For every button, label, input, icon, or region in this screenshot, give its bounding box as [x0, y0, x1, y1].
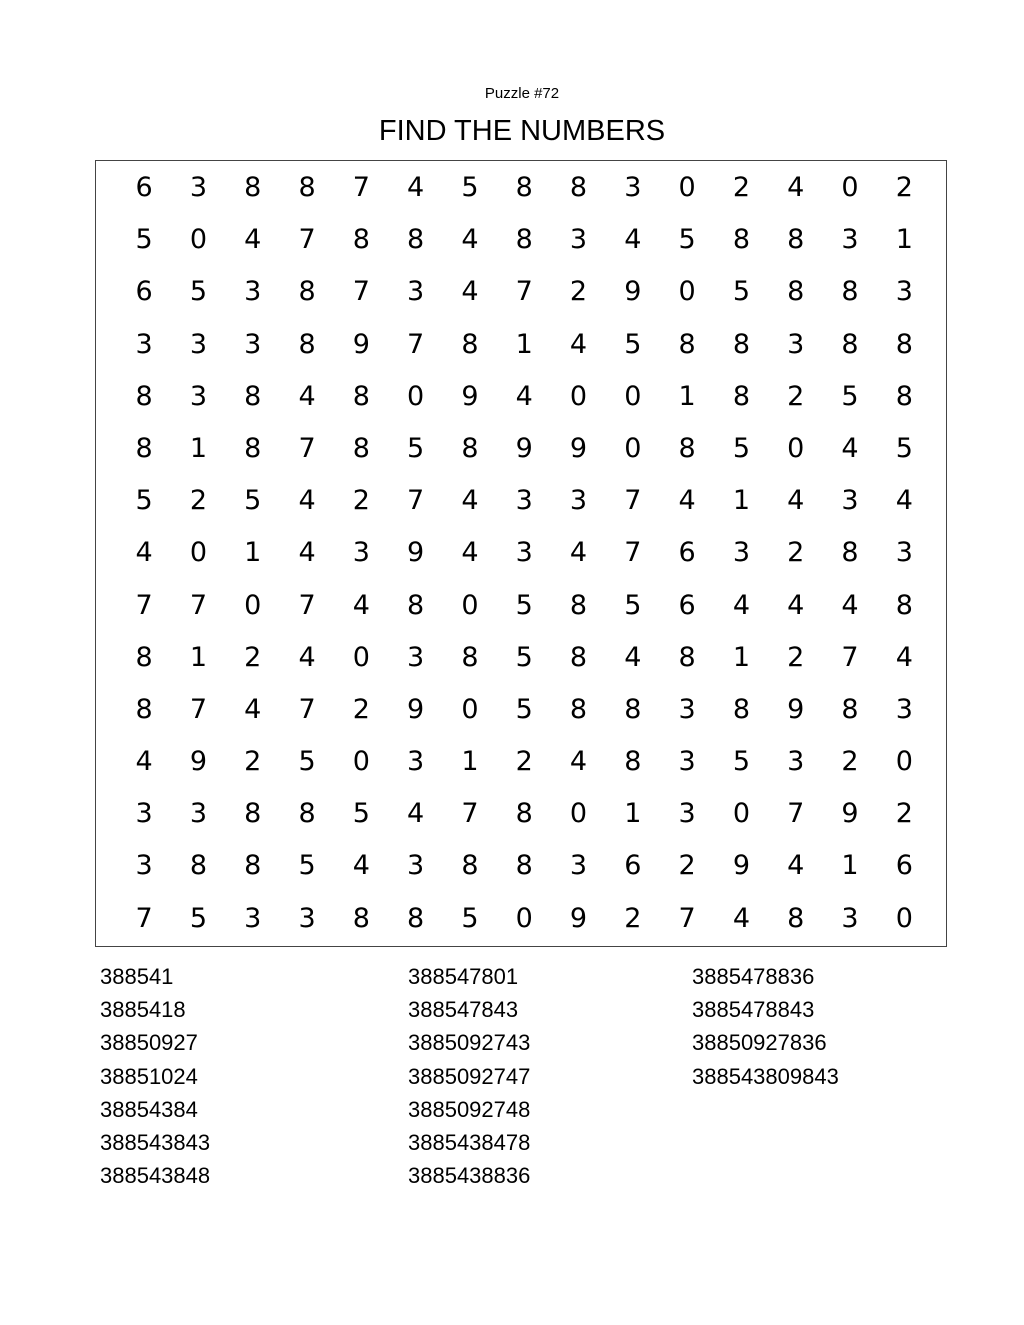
grid-cell: 7 — [298, 432, 316, 464]
grid-cell: 9 — [407, 537, 425, 569]
grid-cell: 8 — [135, 693, 153, 725]
grid-cell: 8 — [515, 172, 533, 203]
grid-cell: 5 — [298, 850, 316, 882]
grid-cell: 5 — [624, 589, 642, 621]
grid-cell: 9 — [732, 850, 750, 882]
grid-cell: 4 — [787, 485, 805, 517]
grid-cell: 3 — [515, 537, 533, 569]
grid-cell: 8 — [841, 328, 859, 360]
grid-cell: 4 — [244, 224, 262, 256]
grid-cell: 0 — [515, 902, 533, 934]
grid-cell: 2 — [895, 798, 913, 830]
grid-cell: 5 — [624, 328, 642, 360]
grid-cell: 3 — [732, 537, 750, 569]
grid-cell: 6 — [624, 850, 642, 882]
grid-cell: 4 — [895, 641, 913, 673]
grid-cell: 5 — [244, 485, 262, 517]
grid-cell: 2 — [678, 850, 696, 882]
grid-cell: 8 — [244, 798, 262, 830]
page-title: FIND THE NUMBERS — [378, 115, 666, 147]
grid-cell: 3 — [244, 902, 262, 934]
grid-cell: 4 — [244, 693, 262, 725]
word-list-item: 388547801 — [408, 964, 519, 989]
grid-cell: 1 — [624, 798, 642, 830]
grid-cell: 8 — [732, 224, 750, 256]
grid-cell: 4 — [569, 328, 588, 360]
word-list-item: 388543848 — [100, 1163, 211, 1189]
grid-cell: 8 — [352, 224, 370, 256]
grid-cell: 5 — [189, 902, 208, 934]
grid-cell: 8 — [244, 850, 262, 882]
grid-cell: 8 — [298, 276, 316, 308]
grid-cell: 8 — [352, 380, 370, 412]
grid-cell: 2 — [352, 485, 370, 517]
grid-cell: 5 — [461, 902, 479, 934]
grid-cell: 3 — [895, 537, 913, 569]
grid-cell: 7 — [352, 276, 370, 308]
grid-cell: 4 — [298, 485, 316, 517]
grid-cell: 3 — [895, 276, 913, 308]
grid-cell: 0 — [787, 432, 805, 464]
grid-cell: 2 — [515, 746, 533, 778]
grid-cell: 4 — [841, 589, 859, 621]
grid-cell: 0 — [352, 746, 370, 778]
grid-cell: 0 — [244, 589, 262, 621]
grid-cell: 5 — [135, 485, 153, 517]
grid-cell: 2 — [895, 172, 913, 203]
grid-cell: 4 — [135, 746, 153, 778]
grid-cell: 8 — [732, 328, 750, 360]
grid-cell: 4 — [895, 485, 913, 517]
grid-cell: 8 — [624, 746, 642, 778]
grid-cell: 7 — [461, 798, 479, 830]
grid-cell: 2 — [624, 902, 642, 934]
grid-cell: 0 — [569, 798, 588, 830]
grid-cell: 1 — [461, 746, 479, 778]
word-list-item: 388541 — [100, 964, 174, 989]
grid-cell: 0 — [189, 224, 208, 256]
grid-cell: 3 — [352, 537, 370, 569]
grid-cell: 4 — [298, 380, 316, 412]
grid-cell: 2 — [732, 172, 750, 203]
grid-cell: 6 — [135, 172, 153, 203]
word-list-item: 3885092743 — [408, 1030, 531, 1056]
grid-cell: 8 — [352, 902, 370, 934]
grid-cell: 8 — [298, 328, 316, 360]
grid-cell: 7 — [189, 693, 208, 725]
word-list-item: 38850927836 — [692, 1030, 827, 1056]
grid-cell: 5 — [135, 224, 153, 256]
grid-cell: 7 — [787, 798, 805, 830]
grid-cell: 1 — [895, 224, 913, 256]
grid-cell: 1 — [515, 328, 533, 360]
grid-cell: 4 — [461, 224, 479, 256]
grid-cell: 8 — [678, 641, 696, 673]
grid-cell: 5 — [732, 276, 750, 308]
grid-cell: 3 — [624, 172, 642, 203]
grid-cell: 9 — [841, 798, 859, 830]
grid-cell: 4 — [787, 172, 805, 203]
word-list-column-3 — [692, 960, 839, 1093]
grid-cell: 0 — [624, 432, 642, 464]
grid-cell: 4 — [298, 641, 316, 673]
grid-cell: 0 — [841, 172, 859, 203]
grid-cell: 4 — [569, 537, 588, 569]
grid-cell: 8 — [841, 537, 859, 569]
grid-cell: 4 — [352, 850, 370, 882]
grid-cell: 8 — [407, 224, 425, 256]
word-list-item: 3885438836 — [408, 1163, 531, 1189]
grid-cell: 8 — [732, 380, 750, 412]
word-list-item: 388543809843 — [692, 1063, 839, 1089]
grid-cell: 8 — [244, 432, 262, 464]
number-search-grid — [117, 162, 931, 945]
grid-cell: 8 — [841, 693, 859, 725]
grid-cell: 8 — [135, 380, 153, 412]
word-list-item: 3885092748 — [408, 1096, 531, 1122]
grid-cell: 8 — [135, 641, 153, 673]
grid-cell: 4 — [135, 537, 153, 569]
grid-cell: 8 — [787, 902, 805, 934]
grid-cell: 2 — [244, 746, 262, 778]
grid-cell: 9 — [461, 380, 479, 412]
grid-cell: 9 — [515, 432, 533, 464]
grid-cell: 6 — [678, 589, 696, 621]
grid-cell: 8 — [461, 850, 479, 882]
grid-cell: 3 — [569, 850, 588, 882]
grid-cell: 8 — [515, 850, 533, 882]
grid-cell: 7 — [298, 224, 316, 256]
grid-cell: 3 — [244, 276, 262, 308]
grid-cell: 5 — [298, 746, 316, 778]
grid-cell: 1 — [678, 380, 696, 412]
grid-cell: 3 — [189, 380, 208, 412]
grid-cell: 1 — [841, 850, 859, 882]
grid-cell: 7 — [407, 328, 425, 360]
grid-cell: 4 — [569, 746, 588, 778]
grid-cell: 3 — [298, 902, 316, 934]
grid-cell: 4 — [787, 589, 805, 621]
grid-cell: 7 — [624, 485, 642, 517]
grid-cell: 7 — [624, 537, 642, 569]
grid-cell: 4 — [461, 276, 479, 308]
grid-cell: 3 — [515, 485, 533, 517]
word-list-item: 3885418 — [100, 997, 186, 1023]
grid-cell: 1 — [732, 641, 750, 673]
grid-cell: 8 — [569, 641, 588, 673]
grid-cell: 4 — [841, 432, 859, 464]
grid-cell: 0 — [678, 172, 696, 203]
grid-cell: 0 — [732, 798, 750, 830]
grid-cell: 8 — [787, 224, 805, 256]
grid-cell: 3 — [189, 172, 208, 203]
grid-cell: 9 — [352, 328, 370, 360]
grid-cell: 7 — [135, 902, 153, 934]
grid-cell: 1 — [732, 485, 750, 517]
grid-cell: 7 — [407, 485, 425, 517]
grid-cell: 5 — [461, 172, 479, 203]
grid-cell: 4 — [298, 537, 316, 569]
word-list-item: 38854384 — [100, 1096, 198, 1122]
grid-cell: 8 — [841, 276, 859, 308]
grid-cell: 0 — [189, 537, 208, 569]
grid-cell: 2 — [841, 746, 859, 778]
grid-cell: 0 — [407, 380, 425, 412]
grid-cell: 3 — [841, 485, 859, 517]
grid-cell: 4 — [407, 798, 425, 830]
grid-cell: 3 — [678, 746, 696, 778]
grid-cell: 7 — [678, 902, 696, 934]
grid-cell: 4 — [624, 224, 642, 256]
grid-cell: 0 — [569, 380, 588, 412]
grid-cell: 3 — [787, 746, 805, 778]
grid-cell: 5 — [732, 432, 750, 464]
grid-cell: 7 — [298, 693, 316, 725]
grid-cell: 8 — [569, 589, 588, 621]
grid-cell: 6 — [135, 276, 153, 308]
grid-cell: 3 — [841, 224, 859, 256]
word-list-item: 3885092747 — [408, 1063, 531, 1089]
grid-cell: 3 — [135, 798, 153, 830]
grid-cell: 3 — [407, 641, 425, 673]
grid-cell: 7 — [352, 172, 370, 203]
grid-cell: 9 — [569, 432, 588, 464]
grid-cell: 4 — [678, 485, 696, 517]
grid-cell: 3 — [189, 328, 208, 360]
grid-cell: 3 — [841, 902, 859, 934]
grid-cell: 7 — [515, 276, 533, 308]
grid-cell: 6 — [895, 850, 913, 882]
grid-cell: 9 — [787, 693, 805, 725]
grid-cell: 5 — [895, 432, 913, 464]
grid-cell: 9 — [407, 693, 425, 725]
grid-cell: 8 — [407, 902, 425, 934]
word-list-item: 388547843 — [408, 997, 519, 1023]
grid-cell: 5 — [515, 693, 533, 725]
grid-cell: 3 — [678, 693, 696, 725]
grid-cell: 5 — [732, 746, 750, 778]
grid-cell: 9 — [569, 902, 588, 934]
grid-cell: 7 — [135, 589, 153, 621]
grid-cell: 8 — [407, 589, 425, 621]
grid-cell: 3 — [244, 328, 262, 360]
grid-cell: 1 — [244, 537, 262, 569]
grid-cell: 8 — [895, 380, 913, 412]
grid-cell: 0 — [461, 693, 479, 725]
grid-cell: 0 — [461, 589, 479, 621]
grid-cell: 4 — [461, 485, 479, 517]
grid-cell: 8 — [461, 641, 479, 673]
grid-cell: 0 — [678, 276, 696, 308]
grid-cell: 5 — [407, 432, 425, 464]
grid-cell: 8 — [244, 380, 262, 412]
grid-cell: 8 — [298, 172, 316, 203]
grid-cell: 8 — [624, 693, 642, 725]
word-list-item: 3885478843 — [692, 997, 815, 1023]
grid-cell: 0 — [895, 902, 913, 934]
grid-cell: 4 — [352, 589, 370, 621]
grid-cell: 2 — [787, 380, 805, 412]
grid-cell: 2 — [244, 641, 262, 673]
grid-cell: 2 — [787, 641, 805, 673]
grid-cell: 8 — [189, 850, 208, 882]
grid-cell: 4 — [732, 589, 750, 621]
grid-cell: 3 — [407, 746, 425, 778]
grid-cell: 8 — [515, 224, 533, 256]
grid-cell: 4 — [515, 380, 533, 412]
grid-cell: 4 — [461, 537, 479, 569]
grid-cell: 8 — [569, 693, 588, 725]
grid-cell: 8 — [732, 693, 750, 725]
word-list-item: 38850927 — [100, 1030, 198, 1056]
grid-cell: 8 — [678, 328, 696, 360]
grid-cell: 3 — [569, 224, 588, 256]
grid-cell: 3 — [135, 850, 153, 882]
grid-cell: 8 — [569, 172, 588, 203]
word-list-item: 38851024 — [100, 1063, 198, 1089]
grid-cell: 0 — [895, 746, 913, 778]
grid-cell: 3 — [189, 798, 208, 830]
grid-cell: 1 — [189, 432, 208, 464]
grid-cell: 8 — [135, 432, 153, 464]
grid-cell: 8 — [298, 798, 316, 830]
grid-cell: 1 — [189, 641, 208, 673]
grid-cell: 8 — [461, 328, 479, 360]
grid-cell: 5 — [515, 589, 533, 621]
grid-cell: 3 — [407, 276, 425, 308]
grid-cell: 8 — [461, 432, 479, 464]
grid-cell: 7 — [189, 589, 208, 621]
grid-cell: 0 — [352, 641, 370, 673]
grid-cell: 3 — [678, 798, 696, 830]
grid-cell: 3 — [787, 328, 805, 360]
grid-cell: 8 — [895, 589, 913, 621]
grid-cell: 3 — [895, 693, 913, 725]
grid-cell: 4 — [732, 902, 750, 934]
grid-cell: 4 — [787, 850, 805, 882]
grid-cell: 5 — [515, 641, 533, 673]
grid-cell: 6 — [678, 537, 696, 569]
grid-cell: 8 — [678, 432, 696, 464]
grid-cell: 8 — [244, 172, 262, 203]
grid-cell: 7 — [298, 589, 316, 621]
word-list-item: 3885478836 — [692, 964, 815, 989]
grid-cell: 2 — [189, 485, 208, 517]
puzzle-number: Puzzle #72 — [484, 85, 560, 102]
grid-cell: 5 — [678, 224, 696, 256]
grid-cell: 7 — [841, 641, 859, 673]
grid-cell: 8 — [895, 328, 913, 360]
word-list-item: 3885438478 — [408, 1129, 531, 1155]
word-list-column-1 — [100, 960, 210, 1192]
grid-cell: 3 — [135, 328, 153, 360]
grid-cell: 5 — [189, 276, 208, 308]
grid-cell: 0 — [624, 380, 642, 412]
grid-cell: 9 — [624, 276, 642, 308]
grid-cell: 9 — [189, 746, 208, 778]
grid-cell: 4 — [624, 641, 642, 673]
grid-cell: 8 — [515, 798, 533, 830]
grid-cell: 2 — [569, 276, 588, 308]
word-list-item: 388543843 — [100, 1129, 211, 1155]
grid-cell: 4 — [407, 172, 425, 203]
grid-cell: 5 — [841, 380, 859, 412]
grid-cell: 3 — [407, 850, 425, 882]
grid-cell: 3 — [569, 485, 588, 517]
grid-cell: 8 — [352, 432, 370, 464]
grid-cell: 5 — [352, 798, 370, 830]
grid-cell: 2 — [787, 537, 805, 569]
grid-cell: 2 — [352, 693, 370, 725]
word-list-column-2 — [408, 960, 530, 1192]
grid-cell: 8 — [787, 276, 805, 308]
